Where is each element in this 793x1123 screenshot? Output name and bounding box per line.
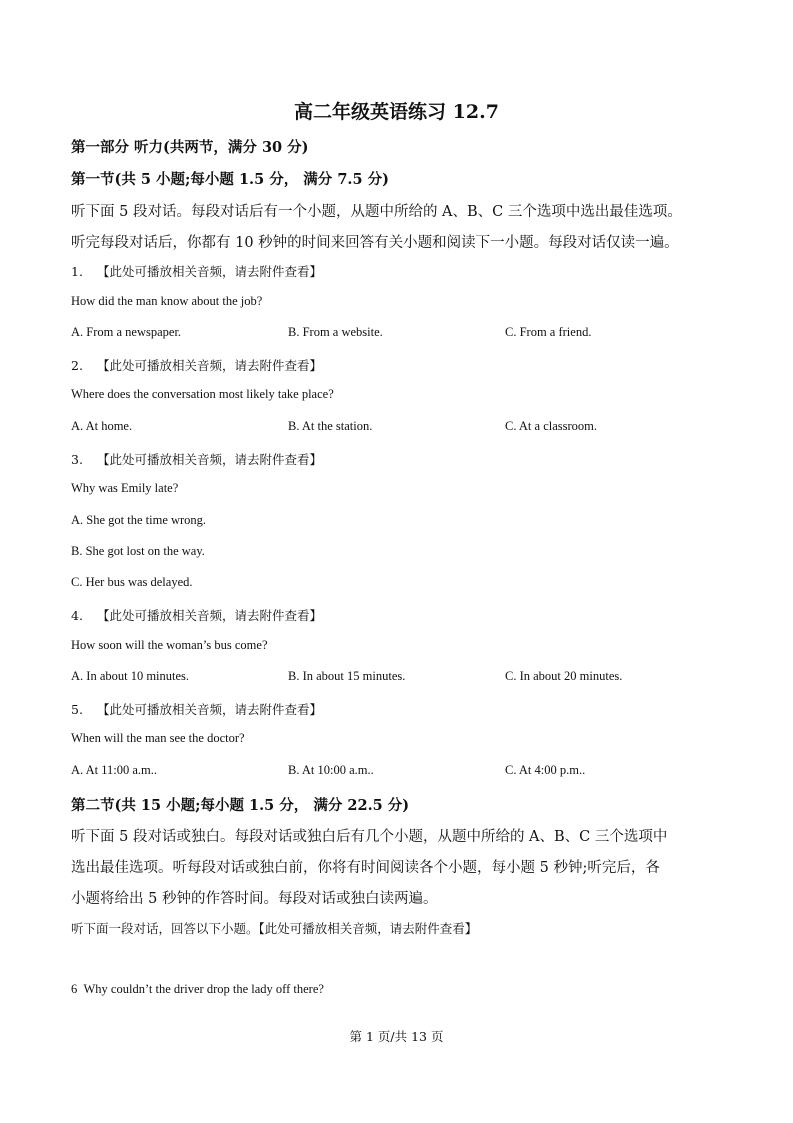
page-footer: 第 1 页/共 13 页 [349,1029,444,1044]
question-1-text: How did the man know about the job? [71,294,263,308]
question-2-header [71,356,322,374]
audio-note: 【此处可播放相关音频，请去附件查看】 [96,608,322,623]
question-5-text: When will the man see the doctor? [71,731,245,745]
question-3-option-a: A. She got the time wrong. [71,513,207,527]
question-4-option-b: B. In about 15 minutes. [288,669,406,683]
question-4-option-a: A. In about 10 minutes. [71,669,190,683]
dialogue-intro: 听下面一段对话，回答以下小题。【此处可播放相关音频，请去附件查看】 [71,921,478,936]
question-number: 2. [71,358,83,373]
audio-note: 【此处可播放相关音频，请去附件查看】 [96,702,322,717]
question-5-option-a: A. At 11:00 a.m.. [71,763,157,777]
question-number: 5. [71,702,83,717]
question-number: 6 [71,982,78,996]
question-5-header [71,700,322,718]
question-4-text: How soon will the woman’s bus come? [71,638,268,652]
question-2-text: Where does the conversation most likely take place? [71,387,334,401]
question-4-option-c: C. In about 20 minutes. [505,669,623,683]
question-4-header [71,606,322,624]
question-1-option-b: B. From a website. [288,325,383,339]
section2-heading: 第二节(共 15 小题;每小题 1.5 分， 满分 22.5 分) [71,797,410,814]
question-6-text: Why couldn’t the driver drop the lady off there? [83,982,324,996]
question-2-option-a: A. At home. [71,419,133,433]
audio-note: 【此处可播放相关音频，请去附件查看】 [96,452,322,467]
question-number: 4. [71,608,83,623]
section2-instructions-line3: 小题将给出 5 秒钟的作答时间。每段对话或独白读两遍。 [71,891,438,907]
section1-instructions-line1: 听下面 5 段对话。每段对话后有一个小题，从题中所给的 A、B、C 三个选项中选出最佳选项。 [71,204,682,220]
section2-instructions-line2: 选出最佳选项。听每段对话或独白前，你将有时间阅读各个小题，每小题 5 秒钟;听完后，各 [71,860,660,876]
question-2-option-c: C. At a classroom. [505,419,598,433]
question-1-option-a: A. From a newspaper. [71,325,182,339]
question-1-option-c: C. From a friend. [505,325,592,339]
page-title: 高二年级英语练习 12.7 [294,101,499,123]
audio-note: 【此处可播放相关音频，请去附件查看】 [96,264,322,279]
question-3-option-b: B. She got lost on the way. [71,544,205,558]
question-3-header [71,450,322,468]
audio-note: 【此处可播放相关音频，请去附件查看】 [96,358,322,373]
section2-instructions-line1: 听下面 5 段对话或独白。每段对话或独白后有几个小题，从题中所给的 A、B、C 三个选项中 [71,829,668,845]
question-5-option-c: C. At 4:00 p.m.. [505,763,586,777]
part1-heading: 第一部分 听力(共两节，满分 30 分) [71,139,309,156]
question-6 [71,982,324,997]
section1-heading: 第一节(共 5 小题;每小题 1.5 分， 满分 7.5 分) [71,171,389,188]
question-2-option-b: B. At the station. [288,419,373,433]
question-number: 1. [71,264,83,279]
question-3-option-c: C. Her bus was delayed. [71,575,193,589]
question-3-text: Why was Emily late? [71,481,179,495]
section1-instructions-line2: 听完每段对话后，你都有 10 秒钟的时间来回答有关小题和阅读下一小题。每段对话仅读一遍。 [71,235,679,251]
question-number: 3. [71,452,83,467]
question-5-option-b: B. At 10:00 a.m.. [288,763,374,777]
question-1-header [71,262,322,280]
